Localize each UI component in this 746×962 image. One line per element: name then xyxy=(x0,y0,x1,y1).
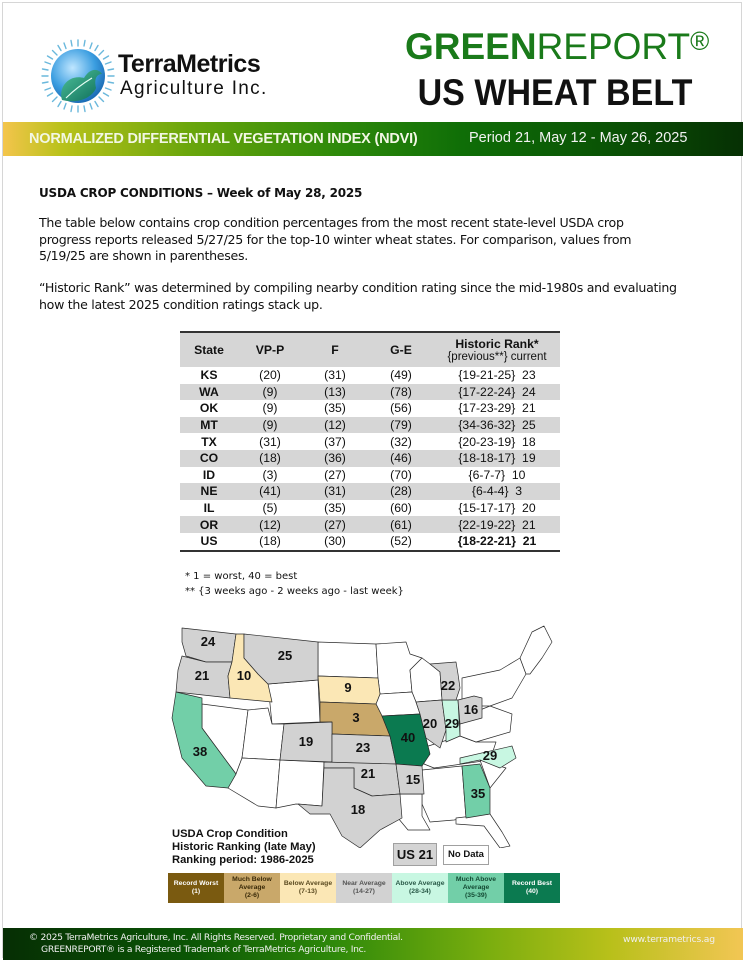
cell-state: US xyxy=(200,534,218,549)
state-rank-label-sd: 9 xyxy=(344,680,352,695)
state-rank-label-co: 19 xyxy=(298,734,314,749)
cell-rank: {6-7-7} 10 xyxy=(468,467,526,482)
cell-vpp: (9) xyxy=(262,384,278,399)
cell-ge: (79) xyxy=(390,418,412,433)
legend-range: (2-6) xyxy=(244,892,260,899)
cell-ge: (46) xyxy=(390,451,412,466)
cell-state: WA xyxy=(199,384,219,399)
ndvi-band xyxy=(3,122,743,156)
state-rank-label-mi: 22 xyxy=(440,678,456,693)
cell-state: KS xyxy=(200,368,218,383)
legend-range: (28-34) xyxy=(409,888,431,895)
cell-state: NE xyxy=(200,484,218,499)
report-title: US WHEAT BELT xyxy=(417,72,693,113)
cell-state: ID xyxy=(202,467,216,482)
legend-item xyxy=(504,873,560,903)
header-vpp: VP-P xyxy=(255,343,285,357)
cell-state: IL xyxy=(203,501,215,516)
historic-rank-paragraph: “Historic Rank” was determined by compiling nearby condition rating since the mid-1980s and evaluating how the latest 2025 condition ratings stack up. xyxy=(39,280,677,312)
state-rank-label-ks: 23 xyxy=(355,740,371,755)
table-row xyxy=(180,384,560,401)
cell-rank: {15-17-17} 20 xyxy=(458,501,536,516)
header-ge: G-E xyxy=(390,343,412,357)
legend-label: Below Average xyxy=(283,880,333,887)
state-rank-label-mo: 40 xyxy=(400,730,416,745)
cell-f: (12) xyxy=(324,418,346,433)
legend-range: (35-39) xyxy=(465,892,487,899)
table-row xyxy=(180,400,560,417)
state-rank-label-mt: 25 xyxy=(277,648,293,663)
state-rank-label-il: 20 xyxy=(422,716,438,731)
table-row xyxy=(180,533,560,551)
cell-ge: (32) xyxy=(390,434,412,449)
table-row xyxy=(180,483,560,500)
map-title-line: Ranking period: 1986-2025 xyxy=(172,854,314,867)
cell-f: (35) xyxy=(324,501,346,516)
state-rank-label-ne: 3 xyxy=(352,710,360,725)
cell-rank: {34-36-32} 25 xyxy=(458,418,536,433)
index-label: NORMALIZED DIFFERENTIAL VEGETATION INDEX (NDVI) xyxy=(29,131,418,147)
state-shape-nm xyxy=(276,760,324,808)
legend-item xyxy=(224,873,280,903)
globe-leaf-icon xyxy=(40,38,116,114)
cell-f: (30) xyxy=(324,534,346,549)
report-brand xyxy=(405,26,710,68)
state-shape-new-england xyxy=(520,626,552,674)
map-title-line: Historic Ranking (late May) xyxy=(172,841,316,854)
cell-ge: (70) xyxy=(390,467,412,482)
header-rank-subtitle: {previous**} current xyxy=(447,351,547,363)
table-row xyxy=(180,367,560,384)
state-rank-label-ok: 21 xyxy=(360,766,376,781)
header-f: F xyxy=(331,343,339,357)
cell-f: (13) xyxy=(324,384,346,399)
cell-f: (31) xyxy=(324,484,346,499)
cell-f: (27) xyxy=(324,467,346,482)
legend-range: (7-13) xyxy=(298,888,318,895)
cell-vpp: (31) xyxy=(259,434,281,449)
us-rank-badge: US 21 xyxy=(393,843,437,866)
cell-vpp: (9) xyxy=(262,418,278,433)
state-shape-nd xyxy=(318,642,378,678)
state-rank-label-ar: 15 xyxy=(405,772,421,787)
period-label: Period 21, May 12 - May 26, 2025 xyxy=(469,130,688,146)
cell-ge: (28) xyxy=(390,484,412,499)
state-rank-label-or: 21 xyxy=(194,668,210,683)
table-row xyxy=(180,467,560,484)
legend-item xyxy=(448,873,504,903)
cell-f: (27) xyxy=(324,517,346,532)
table-header-row xyxy=(180,332,560,367)
footnote-scale: * 1 = worst, 40 = best xyxy=(185,571,298,582)
cell-state: TX xyxy=(201,434,217,449)
report-brand-bold: GREEN xyxy=(405,26,537,67)
cell-f: (31) xyxy=(324,368,346,383)
map-legend xyxy=(168,873,560,903)
footer-website-link[interactable]: www.terrametrics.ag xyxy=(623,934,715,945)
table-row xyxy=(180,433,560,450)
footer-copyright: © 2025 TerraMetrics Agriculture, Inc. All Rights Reserved. Proprietary and Confidential. xyxy=(29,932,403,943)
legend-label: Above Average xyxy=(395,880,445,887)
cell-state: MT xyxy=(200,418,218,433)
legend-label: Record Worst xyxy=(173,880,219,887)
cell-state: OR xyxy=(199,517,219,532)
state-rank-label-nc: 29 xyxy=(482,748,498,763)
cell-rank: {6-4-4} 3 xyxy=(471,484,523,499)
map-title-line: USDA Crop Condition xyxy=(172,828,288,840)
cell-vpp: (12) xyxy=(259,517,281,532)
legend-label: Near Average xyxy=(342,880,386,887)
cell-rank: {22-19-22} 21 xyxy=(458,517,536,532)
table-row xyxy=(180,500,560,517)
legend-item xyxy=(392,873,448,903)
logo-company-name: TerraMetrics xyxy=(118,50,261,78)
table-row xyxy=(180,516,560,533)
state-shape-ia xyxy=(376,692,420,716)
cell-rank: {20-23-19} 18 xyxy=(458,434,536,449)
legend-label: Much Below Average xyxy=(232,876,272,891)
cell-ge: (61) xyxy=(390,517,412,532)
cell-ge: (49) xyxy=(390,368,412,383)
legend-item xyxy=(280,873,336,903)
company-logo xyxy=(40,38,290,110)
legend-item xyxy=(336,873,392,903)
map-title xyxy=(172,828,316,868)
cell-state: OK xyxy=(199,401,219,416)
cell-rank: {17-22-24} 24 xyxy=(458,384,536,399)
cell-vpp: (20) xyxy=(259,368,281,383)
cell-ge: (52) xyxy=(390,534,412,549)
state-rank-label-oh: 16 xyxy=(463,702,479,717)
report-brand-light: REPORT xyxy=(536,26,691,67)
header-rank-title: Historic Rank* xyxy=(455,337,539,351)
cell-f: (37) xyxy=(324,434,346,449)
legend-range: (14-27) xyxy=(353,888,375,895)
cell-rank: {18-18-17} 19 xyxy=(458,451,536,466)
cell-vpp: (18) xyxy=(259,534,281,549)
cell-vpp: (3) xyxy=(262,467,278,482)
state-rank-label-ca: 38 xyxy=(192,744,208,759)
cell-rank: {18-22-21} 21 xyxy=(457,534,537,549)
intro-paragraph: The table below contains crop condition percentages from the most recent state-level USDA crop progress reports released 5/27/25 for the top-10 winter wheat states. For comparison, values from 5/19/25 are shown in parentheses. xyxy=(39,215,632,264)
registered-mark: ® xyxy=(690,26,710,56)
legend-range: (1) xyxy=(191,888,201,895)
crop-conditions-table xyxy=(180,331,560,552)
cell-vpp: (5) xyxy=(262,501,278,516)
header-state: State xyxy=(194,343,224,357)
cell-vpp: (41) xyxy=(259,484,281,499)
state-shape-fl xyxy=(456,814,510,848)
state-rank-label-in: 29 xyxy=(444,716,460,731)
cell-ge: (60) xyxy=(390,501,412,516)
state-rank-label-tx: 18 xyxy=(350,802,366,817)
header-historic-rank xyxy=(434,332,560,367)
cell-state: CO xyxy=(199,451,219,466)
cell-rank: {17-23-29} 21 xyxy=(458,401,536,416)
state-shape-wy xyxy=(268,680,320,724)
legend-label: Much Above Average xyxy=(455,876,497,891)
logo-company-subtitle: Agriculture Inc. xyxy=(120,78,268,99)
us-ranking-map xyxy=(160,618,560,848)
legend-range: (40) xyxy=(525,888,539,895)
cell-vpp: (18) xyxy=(259,451,281,466)
table-row xyxy=(180,450,560,467)
cell-f: (35) xyxy=(324,401,346,416)
state-rank-label-wa: 24 xyxy=(200,634,216,649)
cell-vpp: (9) xyxy=(262,401,278,416)
no-data-key: No Data xyxy=(443,845,489,865)
cell-rank: {19-21-25} 23 xyxy=(458,368,536,383)
legend-label: Record Best xyxy=(511,880,553,887)
section-title: USDA CROP CONDITIONS – Week of May 28, 2025 xyxy=(39,186,363,200)
state-rank-label-ga: 35 xyxy=(470,786,486,801)
state-shape-ms-al xyxy=(422,766,466,822)
cell-ge: (56) xyxy=(390,401,412,416)
footer-band xyxy=(3,928,743,960)
table-row xyxy=(180,417,560,434)
legend-item xyxy=(168,873,224,903)
state-rank-label-id: 10 xyxy=(236,668,252,683)
cell-ge: (78) xyxy=(390,384,412,399)
footnote-previous: ** {3 weeks ago - 2 weeks ago - last week} xyxy=(185,586,404,597)
cell-f: (36) xyxy=(324,451,346,466)
footer-trademark: GREENREPORT® is a Registered Trademark of TerraMetrics Agriculture, Inc. xyxy=(41,944,367,955)
